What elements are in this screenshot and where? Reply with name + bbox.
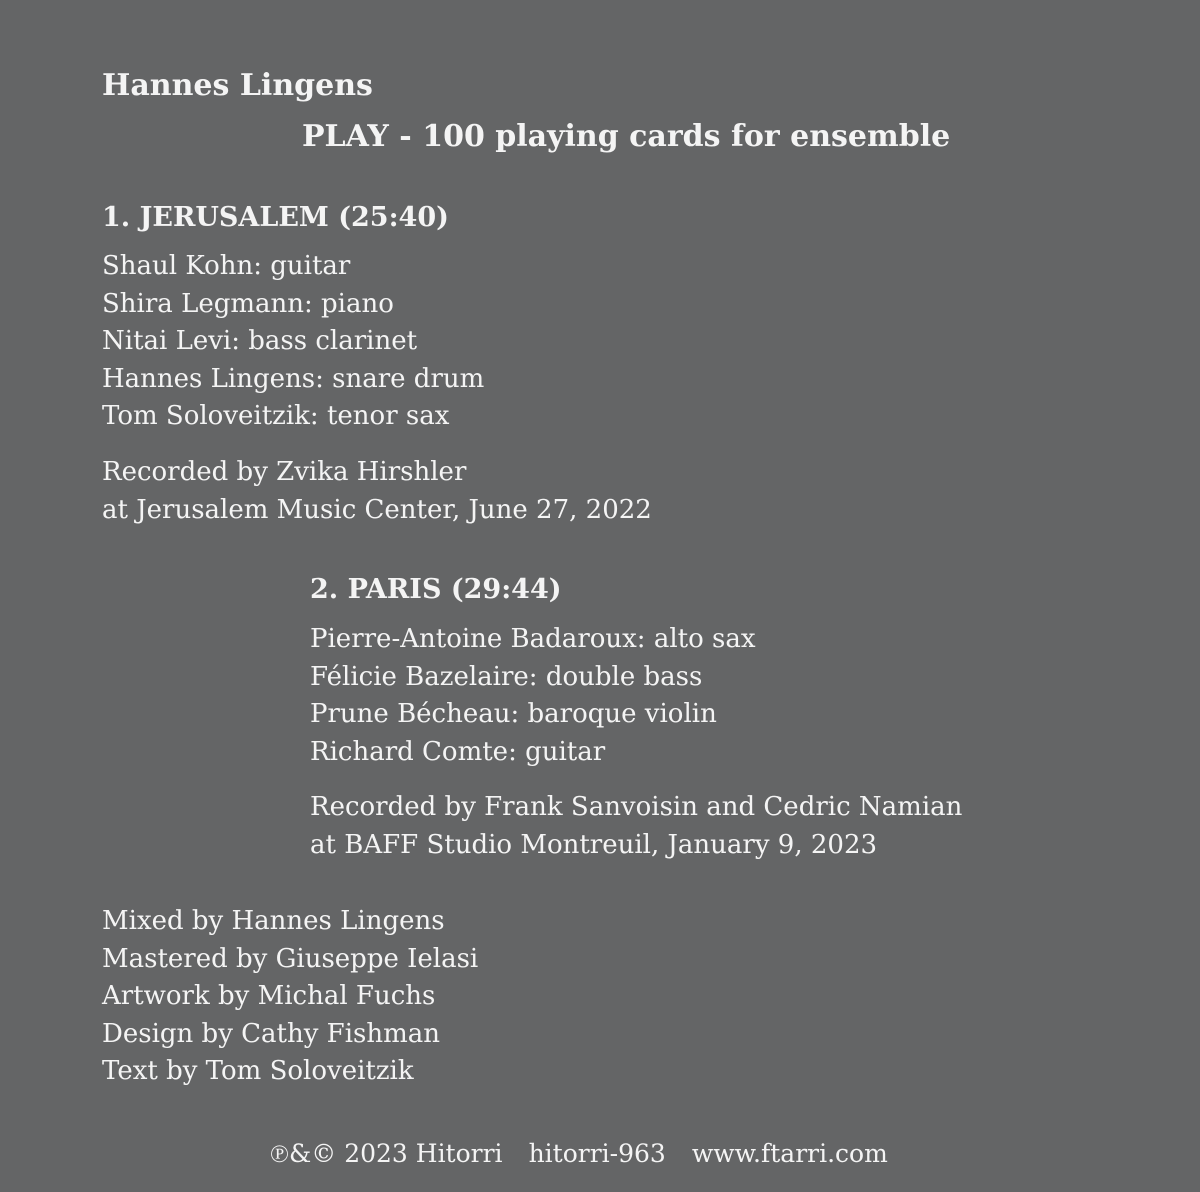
recording-line: Recorded by Frank Sanvoisin and Cedric Namian: [310, 792, 963, 822]
credit-line: Mastered by Giuseppe Ielasi: [102, 943, 479, 974]
track-2-title: 2. PARIS (29:44): [310, 574, 562, 605]
credit-line: Text by Tom Soloveitzik: [102, 1056, 414, 1086]
musician-line: Prune Bécheau: baroque violin: [310, 699, 717, 729]
track-1-recording-info: [102, 454, 652, 529]
recording-line: at Jerusalem Music Center, June 27, 2022: [102, 494, 652, 525]
album-title: PLAY - 100 playing cards for ensemble: [302, 119, 951, 154]
musician-line: Pierre-Antoine Badaroux: alto sax: [310, 624, 756, 654]
copyright-notice: ℗&© 2023 Hitorri: [270, 1139, 503, 1168]
track-1-musicians: [102, 248, 484, 436]
credit-line: Design by Cathy Fishman: [102, 1018, 441, 1049]
recording-line: Recorded by Zvika Hirshler: [102, 457, 467, 487]
credit-line: Mixed by Hannes Lingens: [102, 906, 445, 936]
track-2-musicians: [310, 621, 756, 771]
recording-line: at BAFF Studio Montreuil, January 9, 2023: [310, 829, 878, 860]
musician-line: Richard Comte: guitar: [310, 736, 606, 767]
musician-line: Félicie Bazelaire: double bass: [310, 661, 703, 692]
musician-line: Hannes Lingens: snare drum: [102, 363, 485, 394]
track-2-recording-info: [310, 789, 962, 864]
artist-name: Hannes Lingens: [102, 68, 373, 103]
musician-line: Nitai Levi: bass clarinet: [102, 326, 418, 356]
track-1-title: 1. JERUSALEM (25:40): [102, 202, 449, 233]
footer: [270, 1138, 888, 1170]
musician-line: Tom Soloveitzik: tenor sax: [102, 401, 450, 431]
musician-line: Shaul Kohn: guitar: [102, 251, 351, 281]
catalog-number: hitorri-963: [528, 1139, 666, 1168]
website-link[interactable]: www.ftarri.com: [691, 1139, 888, 1168]
credit-line: Artwork by Michal Fuchs: [102, 981, 436, 1011]
credits-list: [102, 903, 478, 1091]
musician-line: Shira Legmann: piano: [102, 288, 394, 319]
